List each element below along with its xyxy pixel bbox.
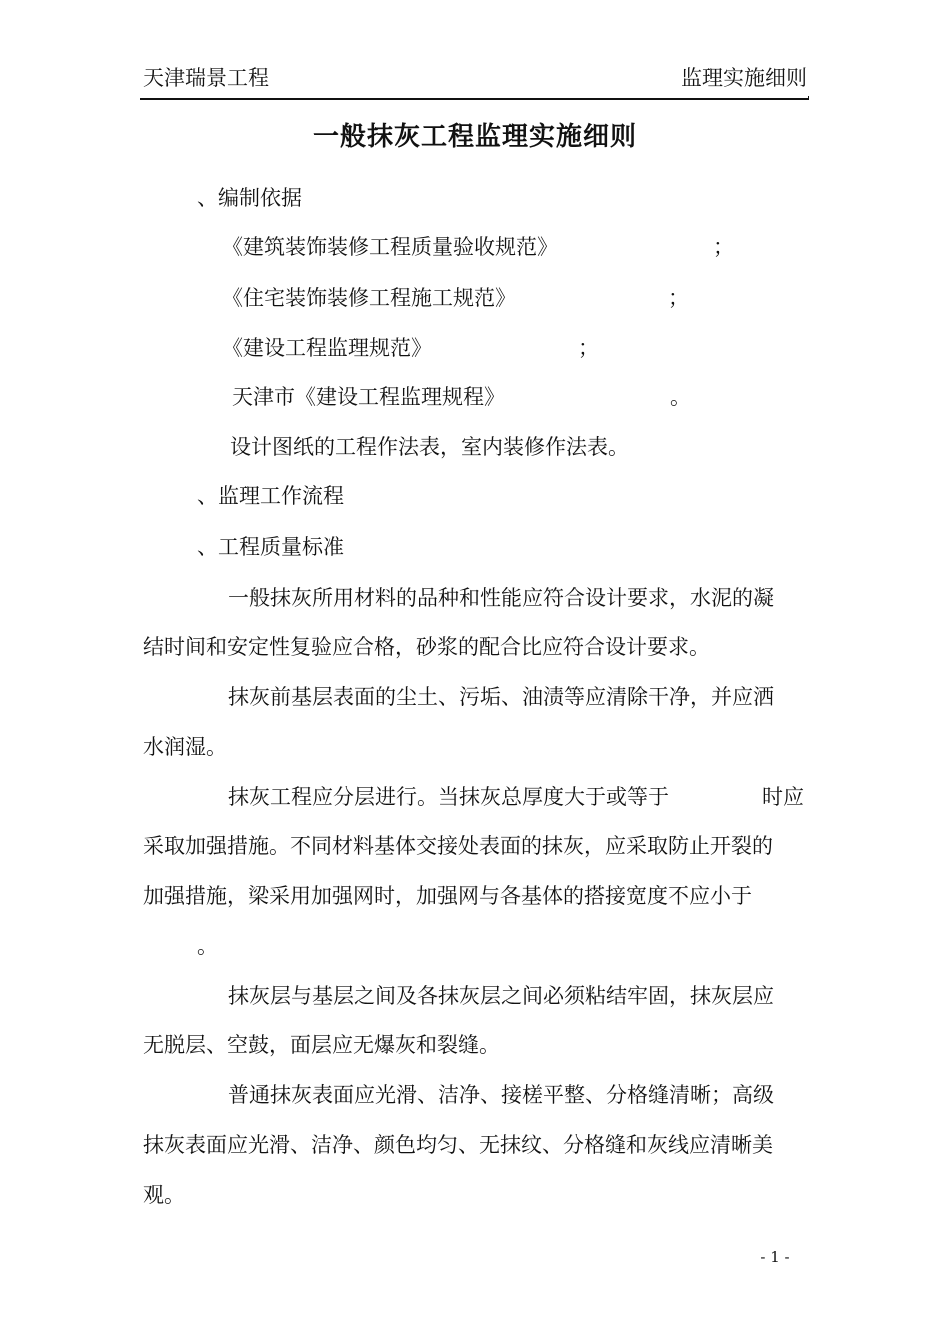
header-rule-tick (808, 96, 809, 100)
paragraph-line: 抹灰前基层表面的尘土、污垢、油渍等应清除干净，并应洒 (228, 685, 774, 709)
paragraph-line: 时应 (762, 785, 804, 809)
document-title: 一般抹灰工程监理实施细则 (312, 122, 637, 152)
paragraph-line: 普通抹灰表面应光滑、洁净、接槎平整、分格缝清晰；高级 (228, 1083, 774, 1107)
section-heading-quality: 、工程质量标准 (197, 535, 344, 559)
ref-supervision-code: 《建设工程监理规范》 (222, 336, 432, 360)
paragraph-line: 抹灰层与基层之间及各抹灰层之间必须粘结牢固，抹灰层应 (228, 984, 774, 1008)
ref-acceptance-code: 《建筑装饰装修工程质量验收规范》 (222, 235, 558, 259)
ref-residential-code: 《住宅装饰装修工程施工规范》 (222, 286, 516, 310)
paragraph-line: 无脱层、空鼓，面层应无爆灰和裂缝。 (143, 1033, 500, 1057)
section-heading-workflow: 、监理工作流程 (197, 484, 344, 508)
page-number: - 1 - (760, 1248, 790, 1266)
design-drawings-line: 设计图纸的工程作法表，室内装修作法表。 (230, 435, 629, 459)
paragraph-line: 加强措施，梁采用加强网时，加强网与各基体的搭接宽度不应小于 (143, 884, 752, 908)
paragraph-line: 结时间和安定性复验应合格，砂浆的配合比应符合设计要求。 (143, 635, 710, 659)
section-heading-basis: 、编制依据 (197, 186, 302, 210)
header-company: 天津瑞景工程 (143, 66, 269, 90)
ref-supervision-code-end: ； (578, 336, 599, 360)
paragraph-line: 抹灰表面应光滑、洁净、颜色均匀、无抹纹、分格缝和灰线应清晰美 (143, 1133, 773, 1157)
paragraph-line: 抹灰工程应分层进行。当抹灰总厚度大于或等于 (228, 785, 669, 809)
ref-tianjin-rules: 天津市《建设工程监理规程》 (232, 385, 505, 409)
ref-residential-code-end: ； (668, 286, 689, 310)
ref-acceptance-code-end: ； (713, 235, 734, 259)
ref-tianjin-rules-end: 。 (670, 385, 691, 409)
header-rule (140, 98, 808, 100)
paragraph-line: 。 (197, 934, 218, 958)
header-doc-type: 监理实施细则 (681, 66, 807, 90)
paragraph-line: 水润湿。 (143, 735, 227, 759)
paragraph-line: 采取加强措施。不同材料基体交接处表面的抹灰，应采取防止开裂的 (143, 834, 773, 858)
paragraph-line: 一般抹灰所用材料的品种和性能应符合设计要求，水泥的凝 (228, 586, 774, 610)
paragraph-line: 观。 (143, 1183, 185, 1207)
